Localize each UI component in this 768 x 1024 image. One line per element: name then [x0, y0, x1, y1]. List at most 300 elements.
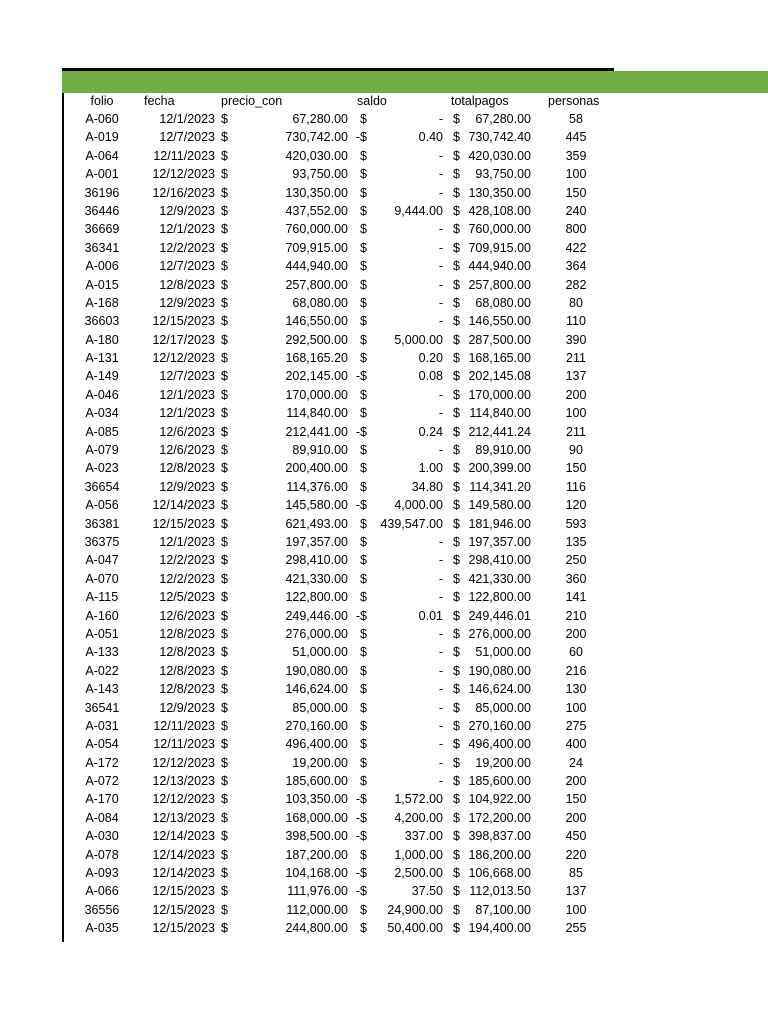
fecha-cell[interactable]: 12/2/2023 — [159, 240, 215, 255]
totalpagos-cell[interactable]: 420,030.00 — [468, 148, 531, 163]
currency-cell[interactable]: $ — [453, 626, 460, 641]
totalpagos-cell[interactable]: 200,399.00 — [468, 461, 531, 476]
totalpagos-cell[interactable]: 287,500.00 — [468, 332, 531, 347]
fecha-cell[interactable]: 12/1/2023 — [159, 112, 215, 126]
currency-cell[interactable]: $ — [221, 443, 228, 458]
folio-cell[interactable]: A-149 — [85, 369, 119, 384]
currency-cell[interactable]: $ — [453, 332, 460, 347]
currency-cell[interactable]: $ — [453, 222, 460, 237]
folio-cell[interactable]: A-056 — [85, 498, 119, 513]
currency-cell[interactable]: $ — [453, 663, 460, 678]
currency-cell[interactable]: $ — [221, 498, 228, 513]
folio-cell[interactable]: A-170 — [85, 792, 119, 807]
saldo-cell[interactable]: 9,444.00 — [394, 203, 443, 218]
currency-cell[interactable]: $ — [360, 314, 367, 329]
folio-cell[interactable]: A-046 — [85, 387, 119, 402]
currency-cell[interactable]: $ — [453, 185, 460, 200]
precio-con-cell[interactable]: 122,800.00 — [285, 590, 348, 605]
fecha-cell[interactable]: 12/13/2023 — [152, 810, 215, 825]
totalpagos-cell[interactable]: 170,000.00 — [468, 387, 531, 402]
folio-cell[interactable]: 36556 — [84, 902, 120, 917]
saldo-cell[interactable]: - — [438, 222, 443, 237]
folio-cell[interactable]: A-035 — [85, 921, 119, 936]
totalpagos-cell[interactable]: 760,000.00 — [468, 222, 531, 237]
fecha-cell[interactable]: 12/14/2023 — [152, 866, 215, 881]
totalpagos-cell[interactable]: 276,000.00 — [468, 626, 531, 641]
precio-con-cell[interactable]: 621,493.00 — [285, 516, 348, 531]
currency-cell[interactable]: $ — [221, 645, 228, 660]
currency-cell[interactable]: $ — [360, 406, 367, 421]
saldo-cell[interactable]: - — [438, 148, 443, 163]
folio-cell[interactable]: A-131 — [85, 351, 119, 366]
totalpagos-cell[interactable]: 212,441.24 — [468, 424, 531, 439]
personas-cell[interactable]: 200 — [565, 810, 587, 825]
fecha-cell[interactable]: 12/8/2023 — [159, 461, 215, 476]
currency-cell[interactable]: $ — [453, 682, 460, 697]
folio-cell[interactable]: A-133 — [85, 645, 119, 660]
precio-con-cell[interactable]: 760,000.00 — [285, 222, 348, 237]
totalpagos-cell[interactable]: 197,357.00 — [468, 534, 531, 549]
fecha-cell[interactable]: 12/12/2023 — [152, 755, 215, 770]
currency-cell[interactable]: $ — [453, 810, 460, 825]
currency-cell[interactable]: $ — [221, 424, 228, 439]
currency-cell[interactable]: $ — [360, 167, 367, 182]
currency-cell[interactable]: $ — [360, 626, 367, 641]
fecha-cell[interactable]: 12/1/2023 — [159, 387, 215, 402]
currency-cell[interactable]: $ — [360, 718, 367, 733]
personas-cell[interactable]: 150 — [565, 792, 587, 807]
personas-cell[interactable]: 58 — [569, 112, 583, 126]
currency-cell[interactable]: $ — [221, 130, 228, 145]
currency-cell[interactable]: $ — [360, 387, 367, 402]
precio-con-cell[interactable]: 168,165.20 — [285, 351, 348, 366]
currency-cell[interactable]: $ — [453, 424, 460, 439]
saldo-cell[interactable]: - — [438, 700, 443, 715]
personas-cell[interactable]: 250 — [565, 553, 587, 568]
fecha-cell[interactable]: 12/8/2023 — [159, 277, 215, 292]
totalpagos-cell[interactable]: 257,800.00 — [468, 277, 531, 292]
totalpagos-cell[interactable]: 85,000.00 — [475, 700, 531, 715]
fecha-cell[interactable]: 12/6/2023 — [159, 424, 215, 439]
totalpagos-cell[interactable]: 181,946.00 — [468, 516, 531, 531]
totalpagos-cell[interactable]: 202,145.08 — [468, 369, 531, 384]
precio-con-cell[interactable]: 104,168.00 — [285, 866, 348, 881]
precio-con-cell[interactable]: 212,441.00 — [285, 424, 348, 439]
fecha-cell[interactable]: 12/9/2023 — [159, 700, 215, 715]
currency-cell[interactable]: $ — [221, 185, 228, 200]
fecha-cell[interactable]: 12/8/2023 — [159, 663, 215, 678]
fecha-cell[interactable]: 12/9/2023 — [159, 295, 215, 310]
currency-cell[interactable]: $ — [221, 571, 228, 586]
currency-cell[interactable]: $ — [453, 498, 460, 513]
folio-cell[interactable]: 36446 — [84, 203, 120, 218]
saldo-cell[interactable]: - — [438, 259, 443, 274]
folio-cell[interactable]: A-047 — [85, 553, 119, 568]
saldo-cell[interactable]: - — [438, 571, 443, 586]
precio-con-cell[interactable]: 496,400.00 — [285, 737, 348, 752]
personas-cell[interactable]: 141 — [565, 590, 587, 605]
personas-cell[interactable]: 200 — [565, 387, 587, 402]
saldo-cell[interactable]: - — [438, 755, 443, 770]
fecha-cell[interactable]: 12/2/2023 — [159, 553, 215, 568]
personas-cell[interactable]: 220 — [565, 847, 587, 862]
currency-cell[interactable]: $ — [221, 240, 228, 255]
saldo-cell[interactable]: 37.50 — [411, 884, 443, 899]
currency-cell[interactable]: $ — [360, 461, 367, 476]
saldo-cell[interactable]: - — [438, 718, 443, 733]
saldo-cell[interactable]: 0.01 — [418, 608, 443, 623]
currency-cell[interactable]: $ — [453, 553, 460, 568]
currency-cell[interactable]: $ — [221, 222, 228, 237]
currency-cell[interactable]: $ — [221, 755, 228, 770]
currency-cell[interactable]: $ — [453, 847, 460, 862]
currency-cell[interactable]: $ — [453, 240, 460, 255]
fecha-cell[interactable]: 12/8/2023 — [159, 626, 215, 641]
fecha-cell[interactable]: 12/15/2023 — [152, 314, 215, 329]
currency-cell[interactable]: $ — [221, 608, 228, 623]
precio-con-cell[interactable]: 111,976.00 — [287, 884, 348, 899]
folio-cell[interactable]: 36654 — [84, 479, 120, 494]
folio-cell[interactable]: A-180 — [85, 332, 119, 347]
totalpagos-cell[interactable]: 194,400.00 — [468, 921, 531, 936]
fecha-cell[interactable]: 12/7/2023 — [159, 259, 215, 274]
saldo-cell[interactable]: - — [438, 314, 443, 329]
totalpagos-cell[interactable]: 122,800.00 — [468, 590, 531, 605]
fecha-cell[interactable]: 12/14/2023 — [152, 847, 215, 862]
currency-cell[interactable]: $ — [453, 479, 460, 494]
currency-cell[interactable]: $ — [360, 112, 367, 126]
currency-cell[interactable]: -$ — [355, 369, 367, 384]
precio-con-cell[interactable]: 244,800.00 — [285, 921, 348, 936]
currency-cell[interactable]: $ — [453, 534, 460, 549]
saldo-cell[interactable]: - — [438, 387, 443, 402]
personas-cell[interactable]: 90 — [569, 443, 583, 458]
currency-cell[interactable]: $ — [360, 590, 367, 605]
currency-cell[interactable]: $ — [453, 774, 460, 789]
header-folio[interactable]: folio — [90, 94, 114, 108]
currency-cell[interactable]: -$ — [355, 866, 367, 881]
currency-cell[interactable]: $ — [221, 847, 228, 862]
totalpagos-cell[interactable]: 149,580.00 — [468, 498, 531, 513]
currency-cell[interactable]: $ — [221, 774, 228, 789]
currency-cell[interactable]: $ — [221, 737, 228, 752]
personas-cell[interactable]: 100 — [565, 902, 587, 917]
currency-cell[interactable]: $ — [221, 167, 228, 182]
totalpagos-cell[interactable]: 421,330.00 — [468, 571, 531, 586]
personas-cell[interactable]: 100 — [565, 700, 587, 715]
totalpagos-cell[interactable]: 709,915.00 — [468, 240, 531, 255]
saldo-cell[interactable]: - — [438, 590, 443, 605]
folio-cell[interactable]: A-034 — [85, 406, 119, 421]
saldo-cell[interactable]: - — [438, 737, 443, 752]
currency-cell[interactable]: $ — [360, 277, 367, 292]
precio-con-cell[interactable]: 146,624.00 — [285, 682, 348, 697]
personas-cell[interactable]: 216 — [565, 663, 587, 678]
currency-cell[interactable]: $ — [453, 608, 460, 623]
currency-cell[interactable]: $ — [221, 792, 228, 807]
fecha-cell[interactable]: 12/9/2023 — [159, 203, 215, 218]
folio-cell[interactable]: A-015 — [85, 277, 119, 292]
saldo-cell[interactable]: - — [438, 185, 443, 200]
precio-con-cell[interactable]: 257,800.00 — [285, 277, 348, 292]
currency-cell[interactable]: $ — [453, 571, 460, 586]
saldo-cell[interactable]: - — [438, 774, 443, 789]
currency-cell[interactable]: $ — [221, 718, 228, 733]
personas-cell[interactable]: 211 — [566, 424, 586, 439]
currency-cell[interactable]: $ — [453, 351, 460, 366]
saldo-cell[interactable]: 0.24 — [418, 424, 443, 439]
saldo-cell[interactable]: 5,000.00 — [394, 332, 443, 347]
currency-cell[interactable]: $ — [221, 810, 228, 825]
precio-con-cell[interactable]: 202,145.00 — [285, 369, 348, 384]
currency-cell[interactable]: $ — [360, 240, 367, 255]
personas-cell[interactable]: 275 — [565, 718, 587, 733]
fecha-cell[interactable]: 12/2/2023 — [159, 571, 215, 586]
precio-con-cell[interactable]: 89,910.00 — [292, 443, 348, 458]
personas-cell[interactable]: 24 — [569, 755, 583, 770]
saldo-cell[interactable]: - — [438, 406, 443, 421]
folio-cell[interactable]: A-051 — [85, 626, 119, 641]
folio-cell[interactable]: A-079 — [85, 443, 119, 458]
personas-cell[interactable]: 150 — [565, 461, 587, 476]
folio-cell[interactable]: A-001 — [85, 167, 119, 182]
personas-cell[interactable]: 116 — [566, 479, 586, 494]
precio-con-cell[interactable]: 130,350.00 — [285, 185, 348, 200]
folio-cell[interactable]: A-143 — [85, 682, 119, 697]
currency-cell[interactable]: $ — [360, 847, 367, 862]
header-totalpagos[interactable]: totalpagos — [451, 94, 509, 108]
precio-con-cell[interactable]: 103,350.00 — [285, 792, 348, 807]
precio-con-cell[interactable]: 146,550.00 — [285, 314, 348, 329]
folio-cell[interactable]: 36603 — [84, 314, 120, 329]
personas-cell[interactable]: 85 — [569, 866, 583, 881]
saldo-cell[interactable]: - — [438, 112, 443, 126]
precio-con-cell[interactable]: 270,160.00 — [285, 718, 348, 733]
currency-cell[interactable]: $ — [453, 590, 460, 605]
currency-cell[interactable]: $ — [360, 203, 367, 218]
folio-cell[interactable]: A-070 — [85, 571, 119, 586]
personas-cell[interactable]: 100 — [565, 167, 587, 182]
totalpagos-cell[interactable]: 298,410.00 — [468, 553, 531, 568]
currency-cell[interactable]: $ — [360, 295, 367, 310]
currency-cell[interactable]: $ — [221, 902, 228, 917]
folio-cell[interactable]: A-172 — [85, 755, 119, 770]
currency-cell[interactable]: -$ — [355, 498, 367, 513]
saldo-cell[interactable]: 24,900.00 — [387, 902, 443, 917]
totalpagos-cell[interactable]: 67,280.00 — [475, 112, 531, 126]
totalpagos-cell[interactable]: 146,550.00 — [468, 314, 531, 329]
fecha-cell[interactable]: 12/1/2023 — [159, 222, 215, 237]
personas-cell[interactable]: 137 — [565, 884, 587, 899]
fecha-cell[interactable]: 12/12/2023 — [152, 792, 215, 807]
folio-cell[interactable]: A-168 — [85, 295, 119, 310]
currency-cell[interactable]: $ — [453, 461, 460, 476]
fecha-cell[interactable]: 12/13/2023 — [152, 774, 215, 789]
currency-cell[interactable]: $ — [221, 682, 228, 697]
folio-cell[interactable]: A-054 — [85, 737, 119, 752]
personas-cell[interactable]: 210 — [565, 608, 587, 623]
precio-con-cell[interactable]: 51,000.00 — [292, 645, 348, 660]
totalpagos-cell[interactable]: 19,200.00 — [475, 755, 531, 770]
currency-cell[interactable]: $ — [221, 406, 228, 421]
currency-cell[interactable]: $ — [221, 479, 228, 494]
precio-con-cell[interactable]: 114,840.00 — [286, 406, 348, 421]
folio-cell[interactable]: 36669 — [84, 222, 120, 237]
saldo-cell[interactable]: 439,547.00 — [380, 516, 443, 531]
saldo-cell[interactable]: 2,500.00 — [394, 866, 443, 881]
totalpagos-cell[interactable]: 186,200.00 — [468, 847, 531, 862]
fecha-cell[interactable]: 12/15/2023 — [152, 921, 215, 936]
folio-cell[interactable]: A-006 — [85, 259, 119, 274]
personas-cell[interactable]: 211 — [566, 351, 586, 366]
fecha-cell[interactable]: 12/6/2023 — [159, 443, 215, 458]
fecha-cell[interactable]: 12/8/2023 — [159, 682, 215, 697]
saldo-cell[interactable]: - — [438, 277, 443, 292]
precio-con-cell[interactable]: 249,446.00 — [285, 608, 348, 623]
currency-cell[interactable]: $ — [360, 921, 367, 936]
personas-cell[interactable]: 800 — [565, 222, 587, 237]
fecha-cell[interactable]: 12/17/2023 — [152, 332, 215, 347]
precio-con-cell[interactable]: 185,600.00 — [285, 774, 348, 789]
currency-cell[interactable]: -$ — [355, 884, 367, 899]
folio-cell[interactable]: 36381 — [84, 516, 120, 531]
folio-cell[interactable]: A-030 — [85, 829, 119, 844]
currency-cell[interactable]: $ — [360, 148, 367, 163]
fecha-cell[interactable]: 12/15/2023 — [152, 884, 215, 899]
personas-cell[interactable]: 200 — [565, 626, 587, 641]
currency-cell[interactable]: $ — [221, 884, 228, 899]
fecha-cell[interactable]: 12/11/2023 — [153, 148, 215, 163]
currency-cell[interactable]: $ — [360, 553, 367, 568]
precio-con-cell[interactable]: 398,500.00 — [285, 829, 348, 844]
totalpagos-cell[interactable]: 51,000.00 — [475, 645, 531, 660]
fecha-cell[interactable]: 12/12/2023 — [152, 351, 215, 366]
currency-cell[interactable]: $ — [221, 203, 228, 218]
currency-cell[interactable]: $ — [221, 553, 228, 568]
totalpagos-cell[interactable]: 185,600.00 — [468, 774, 531, 789]
personas-cell[interactable]: 422 — [565, 240, 587, 255]
currency-cell[interactable]: $ — [221, 259, 228, 274]
folio-cell[interactable]: A-022 — [85, 663, 119, 678]
saldo-cell[interactable]: - — [438, 167, 443, 182]
currency-cell[interactable]: -$ — [355, 608, 367, 623]
folio-cell[interactable]: A-085 — [85, 424, 119, 439]
personas-cell[interactable]: 200 — [565, 774, 587, 789]
personas-cell[interactable]: 135 — [565, 534, 587, 549]
personas-cell[interactable]: 130 — [565, 682, 587, 697]
personas-cell[interactable]: 359 — [565, 148, 587, 163]
saldo-cell[interactable]: 1,572.00 — [394, 792, 443, 807]
totalpagos-cell[interactable]: 428,108.00 — [468, 203, 531, 218]
totalpagos-cell[interactable]: 130,350.00 — [468, 185, 531, 200]
personas-cell[interactable]: 120 — [565, 498, 587, 513]
currency-cell[interactable]: $ — [221, 277, 228, 292]
header-personas[interactable]: personas — [548, 94, 600, 108]
currency-cell[interactable]: $ — [221, 369, 228, 384]
currency-cell[interactable]: $ — [360, 774, 367, 789]
currency-cell[interactable]: $ — [360, 185, 367, 200]
currency-cell[interactable]: $ — [453, 884, 460, 899]
precio-con-cell[interactable]: 298,410.00 — [285, 553, 348, 568]
precio-con-cell[interactable]: 444,940.00 — [285, 259, 348, 274]
folio-cell[interactable]: A-060 — [85, 112, 119, 126]
personas-cell[interactable]: 60 — [569, 645, 583, 660]
currency-cell[interactable]: $ — [360, 737, 367, 752]
precio-con-cell[interactable]: 67,280.00 — [292, 112, 348, 126]
saldo-cell[interactable]: 0.20 — [418, 351, 443, 366]
currency-cell[interactable]: $ — [453, 130, 460, 145]
currency-cell[interactable]: $ — [360, 682, 367, 697]
fecha-cell[interactable]: 12/11/2023 — [153, 737, 215, 752]
fecha-cell[interactable]: 12/16/2023 — [152, 185, 215, 200]
currency-cell[interactable]: $ — [453, 295, 460, 310]
personas-cell[interactable]: 364 — [565, 259, 587, 274]
precio-con-cell[interactable]: 93,750.00 — [292, 167, 348, 182]
currency-cell[interactable]: $ — [221, 295, 228, 310]
personas-cell[interactable]: 137 — [565, 369, 587, 384]
saldo-cell[interactable]: - — [438, 553, 443, 568]
folio-cell[interactable]: A-078 — [85, 847, 119, 862]
currency-cell[interactable]: $ — [360, 222, 367, 237]
folio-cell[interactable]: A-031 — [85, 718, 119, 733]
currency-cell[interactable]: $ — [453, 516, 460, 531]
currency-cell[interactable]: $ — [453, 148, 460, 163]
precio-con-cell[interactable]: 420,030.00 — [285, 148, 348, 163]
currency-cell[interactable]: $ — [221, 921, 228, 936]
precio-con-cell[interactable]: 187,200.00 — [285, 847, 348, 862]
saldo-cell[interactable]: 0.08 — [418, 369, 443, 384]
totalpagos-cell[interactable]: 168,165.00 — [468, 351, 531, 366]
precio-con-cell[interactable]: 112,000.00 — [286, 902, 348, 917]
precio-con-cell[interactable]: 190,080.00 — [285, 663, 348, 678]
currency-cell[interactable]: $ — [221, 626, 228, 641]
precio-con-cell[interactable]: 114,376.00 — [286, 479, 348, 494]
personas-cell[interactable]: 255 — [565, 921, 587, 936]
currency-cell[interactable]: $ — [221, 461, 228, 476]
currency-cell[interactable]: $ — [453, 700, 460, 715]
saldo-cell[interactable]: - — [438, 626, 443, 641]
currency-cell[interactable]: $ — [453, 167, 460, 182]
saldo-cell[interactable]: - — [438, 534, 443, 549]
fecha-cell[interactable]: 12/6/2023 — [159, 608, 215, 623]
totalpagos-cell[interactable]: 89,910.00 — [475, 443, 531, 458]
currency-cell[interactable]: $ — [221, 516, 228, 531]
precio-con-cell[interactable]: 421,330.00 — [285, 571, 348, 586]
currency-cell[interactable]: $ — [453, 443, 460, 458]
currency-cell[interactable]: $ — [221, 590, 228, 605]
currency-cell[interactable]: -$ — [355, 810, 367, 825]
currency-cell[interactable]: $ — [453, 866, 460, 881]
personas-cell[interactable]: 593 — [565, 516, 587, 531]
folio-cell[interactable]: 36375 — [84, 534, 120, 549]
saldo-cell[interactable]: 1,000.00 — [394, 847, 443, 862]
currency-cell[interactable]: $ — [453, 792, 460, 807]
precio-con-cell[interactable]: 709,915.00 — [285, 240, 348, 255]
currency-cell[interactable]: -$ — [355, 130, 367, 145]
precio-con-cell[interactable]: 85,000.00 — [292, 700, 348, 715]
fecha-cell[interactable]: 12/14/2023 — [152, 498, 215, 513]
currency-cell[interactable]: -$ — [355, 792, 367, 807]
precio-con-cell[interactable]: 437,552.00 — [285, 203, 348, 218]
saldo-cell[interactable]: 4,000.00 — [394, 498, 443, 513]
fecha-cell[interactable]: 12/1/2023 — [159, 534, 215, 549]
fecha-cell[interactable]: 12/8/2023 — [159, 645, 215, 660]
fecha-cell[interactable]: 12/12/2023 — [152, 167, 215, 182]
currency-cell[interactable]: $ — [360, 902, 367, 917]
precio-con-cell[interactable]: 170,000.00 — [285, 387, 348, 402]
fecha-cell[interactable]: 12/7/2023 — [159, 369, 215, 384]
totalpagos-cell[interactable]: 496,400.00 — [468, 737, 531, 752]
